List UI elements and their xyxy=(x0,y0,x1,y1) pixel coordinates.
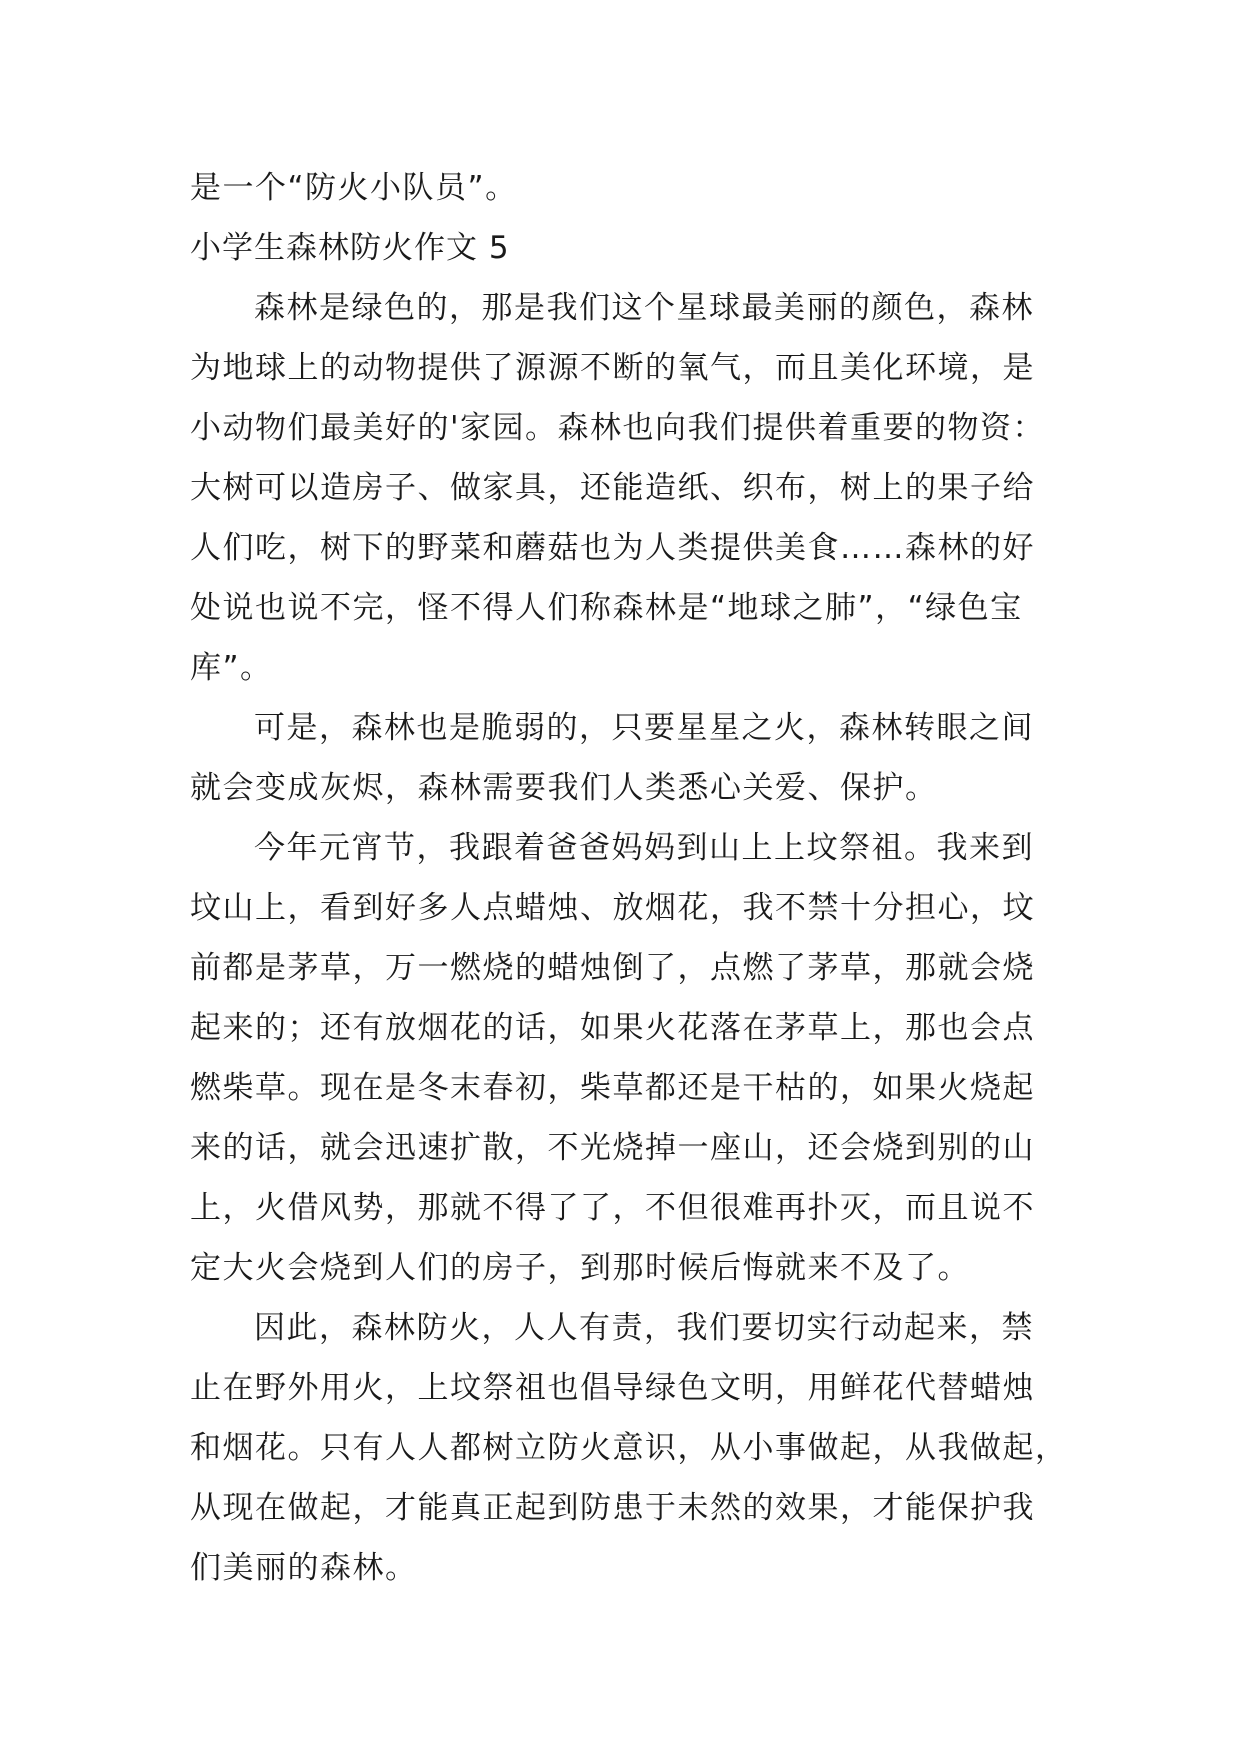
text-line: 就会变成灰烬，森林需要我们人类悉心关爱、保护。 xyxy=(190,770,938,806)
text-line: 来的话，就会迅速扩散，不光烧掉一座山，还会烧到别的山 xyxy=(190,1130,1035,1166)
paragraph xyxy=(190,158,1070,218)
text-line: 人们吃，树下的野菜和蘑菇也为人类提供美食……森林的好 xyxy=(190,530,1035,566)
essay-title xyxy=(190,218,1070,278)
text-line: 止在野外用火，上坟祭祖也倡导绿色文明，用鲜花代替蜡烛 xyxy=(190,1370,1035,1406)
text-line: 处说也说不完，怪不得人们称森林是“地球之肺”，“绿色宝 xyxy=(190,590,1023,626)
text-line: 起来的；还有放烟花的话，如果火花落在茅草上，那也会点 xyxy=(190,1010,1035,1046)
paragraph xyxy=(190,1298,1070,1598)
paragraph xyxy=(190,818,1070,1298)
text-line: 上，火借风势，那就不得了了，不但很难再扑灭，而且说不 xyxy=(190,1190,1035,1226)
text-line: 和烟花。只有人人都树立防火意识，从小事做起，从我做起， xyxy=(190,1430,1068,1466)
paragraph xyxy=(190,278,1070,698)
text-line: 因此，森林防火，人人有责，我们要切实行动起来，禁 xyxy=(254,1310,1034,1346)
text-line: 小动物们最美好的'家园。森林也向我们提供着重要的物资： xyxy=(190,410,1046,446)
text-line: 们美丽的森林。 xyxy=(190,1550,418,1586)
text-line: 今年元宵节，我跟着爸爸妈妈到山上上坟祭祖。我来到 xyxy=(254,830,1034,866)
text-line: 为地球上的动物提供了源源不断的氧气，而且美化环境，是 xyxy=(190,350,1035,386)
title-line: 小学生森林防火作文 5 xyxy=(190,230,510,266)
text-line: 燃柴草。现在是冬末春初，柴草都还是干枯的，如果火烧起 xyxy=(190,1070,1035,1106)
text-line: 是一个“防火小队员”。 xyxy=(190,170,518,206)
text-line: 大树可以造房子、做家具，还能造纸、织布，树上的果子给 xyxy=(190,470,1035,506)
text-line: 前都是茅草，万一燃烧的蜡烛倒了，点燃了茅草，那就会烧 xyxy=(190,950,1035,986)
text-line: 可是，森林也是脆弱的，只要星星之火，森林转眼之间 xyxy=(254,710,1034,746)
text-line: 从现在做起，才能真正起到防患于未然的效果，才能保护我 xyxy=(190,1490,1035,1526)
paragraph xyxy=(190,698,1070,818)
text-line: 库”。 xyxy=(190,650,273,686)
text-line: 定大火会烧到人们的房子，到那时候后悔就来不及了。 xyxy=(190,1250,970,1286)
essay-body xyxy=(190,158,1070,1598)
text-line: 森林是绿色的，那是我们这个星球最美丽的颜色，森林 xyxy=(254,290,1034,326)
text-line: 坟山上，看到好多人点蜡烛、放烟花，我不禁十分担心，坟 xyxy=(190,890,1035,926)
